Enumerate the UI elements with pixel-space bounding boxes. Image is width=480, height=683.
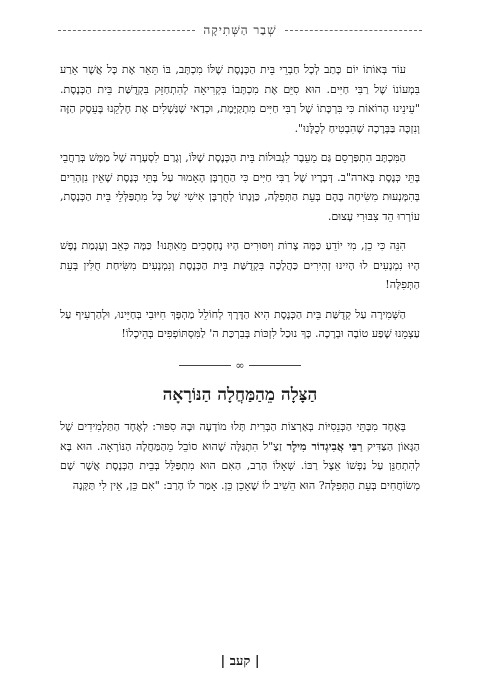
body-paragraph-1: עוֹד בְּאוֹתוֹ יוֹם כָּתַב לְכָל חַבְרֵי בֵּית הַכְּנֶסֶת שֶׁלּוֹ מִכְתָּב, בּוֹ תֵּאֵר אֶת כָּל אֲשֶׁר אֵרַע בִּמְעוֹנוֹ שֶׁל רַבִּי חַיִּים. הוּא סִיֵּם אֶת מִכְתָּבוֹ בִּקְרִיאָה לְהִתְחַזֵּק בִּקְדֻשַּׁת בֵּית הַכְּנֶסֶת. "עֵינֵינוּ הָרוֹאוֹת כִּי בִּרְכָּתוֹ שֶׁל רַבִּי חַיִּים מִתְקַיֶּמֶת, וּכְדַאי שֶׁנַּשְׁלִים אֶת חֶלְקֵנוּ בָּעֵסֶק הַזֶּה וְנִזְכֶּה בַּבְּרָכָה שֶׁהִבְטִיחַ לְכֻלָּנוּ". [60,63,420,135]
running-header [58,20,422,40]
section-text-start: בְּאֶחָד מִבָּתֵּי הַכְּנֵסִיּוֹת בְּאַרְצוֹת הַבְּרִית תָּלוּ מוֹדָעָה וּבָהּ סִפּוּר: לְאֶחָד הַתַּלְמִידִים שֶׁל הַגָּאוֹן הַצַּדִּיק [60,420,420,453]
header-rule-left [58,30,195,31]
body-paragraph-2: הַמִּכְתָּב הִתְפַּרְסֵם גַּם מֵעֵבֶר לִגְבוּלוֹת בֵּית הַכְּנֶסֶת שֶׁלּוֹ, וְגָרַם לִסְעָרָה שֶׁל מַמָּשׁ בְּרַחֲבֵי בָּתֵּי כְּנֶסֶת בְּארה"ב. דְּבָרָיו שֶׁל רַבִּי חַיִּים כִּי הַחֻרְבָּן הָאָמוּר עַל בָּתֵּי כְּנֶסֶת שֶׁאֵין נִזְהָרִים בְּהִמָּנְעוּת מִשִּׂיחָה בָּהֶם בְּעֵת הַתְּפִלָּה, כַּוָּנָתוֹ לְחֻרְבָּן אִישִׁי שֶׁל כָּל מִתְפַּלְּלֵי בֵּית הַכְּנֶסֶת, עוֹרְרוּ הֵד צִבּוּרִי עָצוּם. [60,151,420,223]
section-paragraph-1 [60,417,420,495]
running-header-title: שְׁבַר הַשְּׁתִיקָה [203,22,277,37]
page-number: | קעב | [220,654,260,669]
divider-line-left [179,365,231,366]
page-body [60,60,420,505]
divider-ornament-icon: ∞ [235,358,245,372]
section-text-end: זַצַ"ל הִתְגַּלָּה שֶׁהוּא סוֹבֵל מֵהַמַּחֲלָה הַנּוֹרָאָה. הוּא בָּא לְהִתְחַנֵּן עַל נַפְשׁוֹ אֵצֶל רַבּוֹ. שְׁאָלוֹ הָרַב, הַאִם הוּא מִתְפַּלֵּל בְּבֵית הַכְּנֶסֶת אֲשֶׁר שָׁם מְשׂוֹחֲחִים בְּעֵת הַתְּפִלָּה? הוּא הֵשִׁיב לוֹ שֶׁאָכֵן כֵּן. אָמַר לוֹ הָרַב: "אִם כֵּן, אֵין לִי תַּקָּנָה [60,439,420,492]
section-heading: הַצָּלָה מֵהַמַּחֲלָה הַנּוֹרָאָה [162,385,318,405]
body-paragraph-3: הִנֵּה כִּי כֵן, מִי יוֹדֵעַ כַּמָּה צָרוֹת וְיִסּוּרִים הָיוּ נֶחְסָכִים מֵאִתָּנוּ! כַּמָּה כְּאֵב וְעָגְמַת נֶפֶשׁ הָיוּ נִמְנָעִים לוּ הָיִינוּ זְהִירִים כַּהֲלָכָה בִּקְדֻשַּׁת בֵּית הַכְּנֶסֶת וְנִמְנָעִים מִשִּׂיחַת חֻלִּין בְּעֵת הַתְּפִלָּה! [60,239,420,291]
divider-line-right [249,365,301,366]
rabbi-name: רַבִּי אֲבִיגְדוֹר מִילֶר [286,439,363,453]
header-rule-right [285,30,422,31]
body-paragraph-4: הַשְּׁמִירָה עַל קְדֻשַּׁת בֵּית הַכְּנֶסֶת הִיא הַדֶּרֶךְ לְחוֹלֵל מַהְפָּךְ חִיּוּבִי בְּחַיֵּינוּ, וּלְהַרְעִיף עַל עַצְמֵנוּ שֶׁפַע טוֹבָה וּבְרָכָה. כָּךְ נוּכַל לִזְכּוֹת בְּבִרְכַּת ה' לַמִּסְתּוֹפְפִים בְּהֵיכָלוֹ! [60,307,420,340]
section-divider [60,356,420,376]
